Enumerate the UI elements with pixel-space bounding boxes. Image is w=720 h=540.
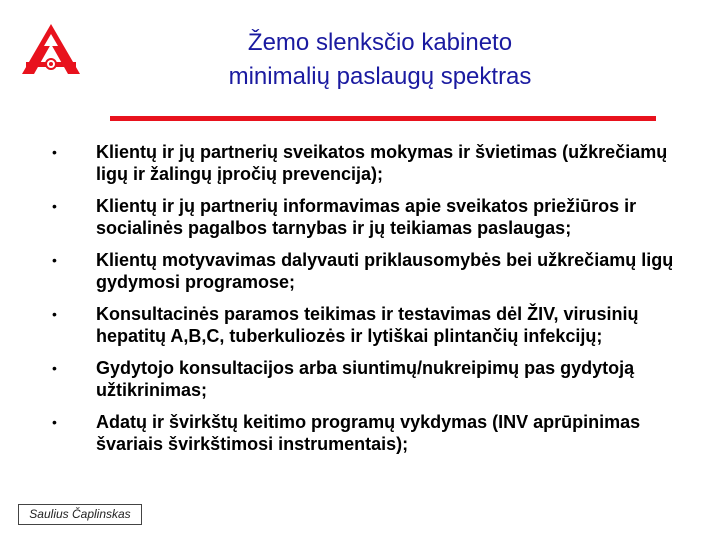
bullet-icon: • — [52, 306, 57, 322]
bullet-icon: • — [52, 252, 57, 268]
list-item-text: Klientų motyvavimas dalyvauti priklausomybės bei užkrečiamų ligų gydymosi programose; — [96, 250, 674, 292]
author-label: Saulius Čaplinskas — [18, 504, 142, 525]
list-item-text: Adatų ir švirkštų keitimo programų vykdymas (INV aprūpinimas švariais švirkštimosi instrumentais); — [96, 412, 641, 454]
list-item — [0, 357, 686, 401]
list-item-text: Klientų ir jų partnerių sveikatos mokymas ir švietimas (užkrečiamų ligų ir žalingų įpročių prevencija); — [96, 142, 668, 184]
list-item-text: Konsultacinės paramos teikimas ir testavimas dėl ŽIV, virusinių hepatitų A,B,C, tuberkuliozės ir lytiškai plintančių infekcijų; — [96, 304, 639, 346]
bullet-icon: • — [52, 144, 57, 160]
bullet-icon: • — [52, 198, 57, 214]
bullet-icon: • — [52, 360, 57, 376]
service-list — [0, 141, 720, 455]
title-line-2: minimalių paslaugų spektras — [228, 63, 532, 90]
list-item — [0, 249, 686, 293]
list-item — [0, 141, 686, 185]
title-line-1: Žemo slenksčio kabineto — [247, 29, 513, 56]
list-item-text: Klientų ir jų partnerių informavimas apie sveikatos priežiūros ir socialinės pagalbos tarnybas ir jų teikiamas paslaugas; — [96, 196, 637, 238]
list-item-text: Gydytojo konsultacijos arba siuntimų/nukreipimų pas gydytoją užtikrinimas; — [96, 358, 635, 400]
organization-logo-icon — [20, 22, 82, 78]
slide-title — [150, 26, 610, 94]
list-item — [0, 195, 686, 239]
bullet-icon: • — [52, 414, 57, 430]
list-item — [0, 303, 686, 347]
title-divider — [110, 116, 656, 121]
list-item — [0, 411, 686, 455]
